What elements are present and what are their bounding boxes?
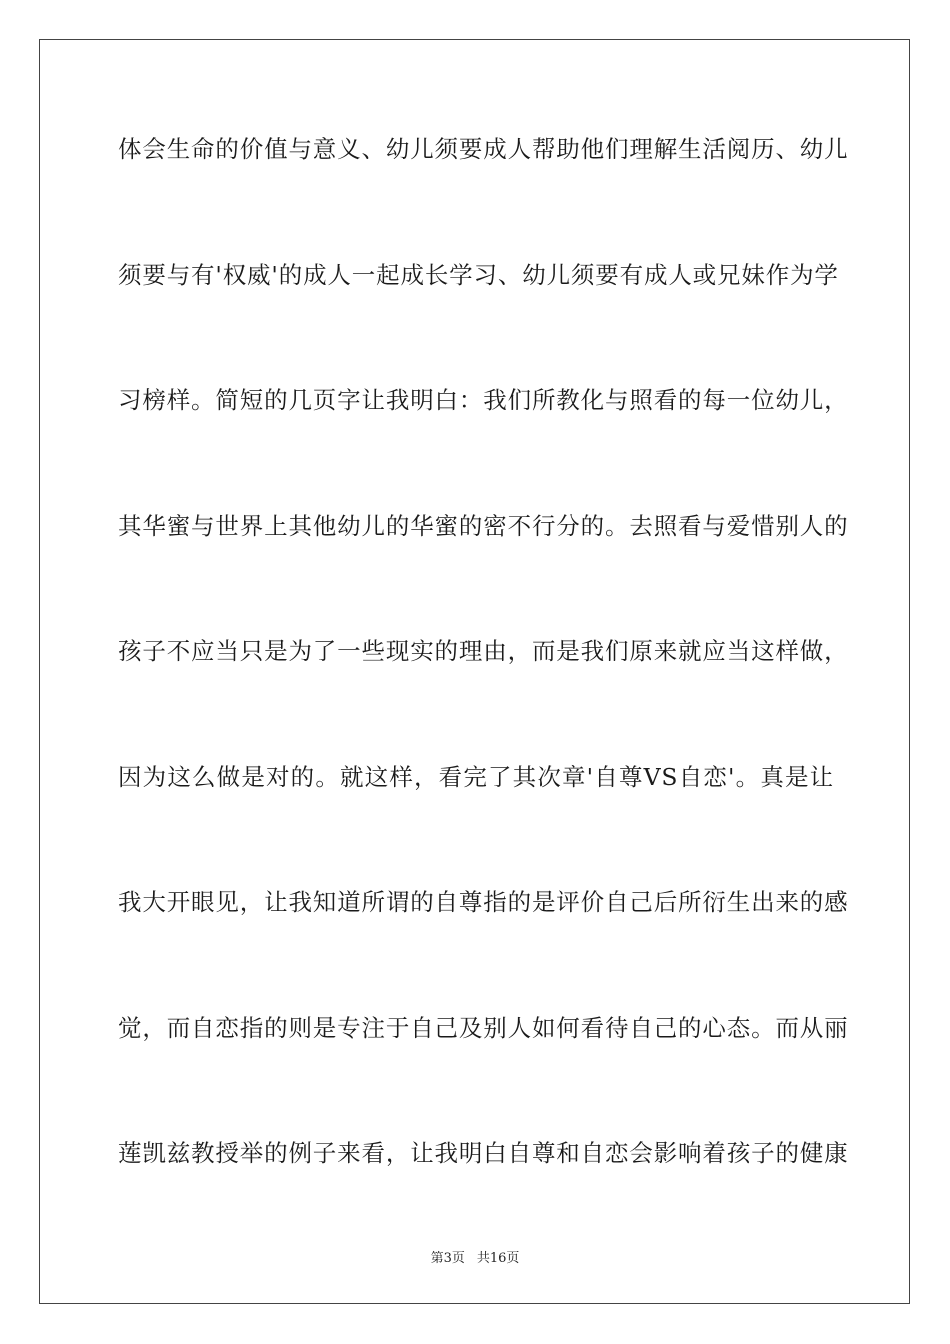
text-line: 因为这么做是对的。就这样，看完了其次章'自尊VS自恋'。真是让: [118, 762, 834, 791]
document-body: [118, 122, 849, 1252]
text-line: 须要与有'权威'的成人一起成长学习、幼儿须要有成人或兄妹作为学: [118, 260, 839, 289]
text-line: 莲凯兹教授举的例子来看，让我明白自尊和自恋会影响着孩子的健康: [118, 1139, 849, 1167]
text-line: 觉，而自恋指的则是专注于自己及别人如何看待自己的心态。而从丽: [118, 1013, 849, 1042]
page-number: 第3页: [430, 1251, 465, 1266]
text-line: 我大开眼见，让我知道所谓的自尊指的是评价自己后所衍生出来的感: [118, 888, 849, 916]
total-pages: 共16页: [476, 1251, 520, 1266]
text-line: 其华蜜与世界上其他幼儿的华蜜的密不行分的。去照看与爱惜别人的: [118, 511, 849, 540]
page-footer: [0, 1247, 950, 1266]
text-line: 习榜样。简短的几页字让我明白：我们所教化与照看的每一位幼儿，: [118, 386, 849, 414]
text-line: 孩子不应当只是为了一些现实的理由，而是我们原来就应当这样做，: [118, 637, 849, 665]
text-line: 体会生命的价值与意义、幼儿须要成人帮助他们理解生活阅历、幼儿: [118, 135, 849, 163]
